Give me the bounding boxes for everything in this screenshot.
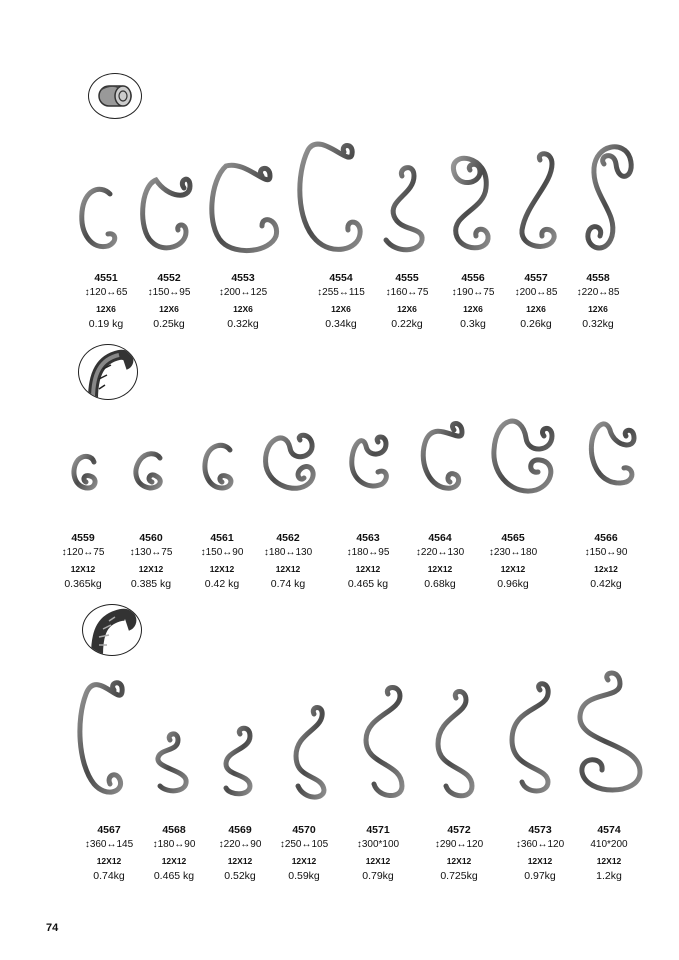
product-weight: 0.465 kg bbox=[153, 870, 195, 882]
product-section: 12X12 bbox=[446, 855, 472, 866]
scroll-4571 bbox=[366, 688, 402, 796]
scroll-4573 bbox=[512, 684, 548, 791]
product-dimensions: ↕130↔75 bbox=[129, 546, 173, 558]
product-section: 12X12 bbox=[527, 855, 553, 866]
product-weight: 0.52kg bbox=[224, 870, 256, 882]
product-dimensions: ↕150↔90 bbox=[200, 546, 244, 558]
product-weight: 0.74kg bbox=[93, 870, 125, 882]
product-weight: 0.79kg bbox=[362, 870, 394, 882]
product-dimensions: 410*200 bbox=[590, 838, 628, 850]
product-4572 bbox=[419, 825, 499, 882]
product-dimensions: ↕160↔75 bbox=[385, 286, 429, 298]
product-section: 12X6 bbox=[331, 303, 351, 314]
product-weight: 0.385 kg bbox=[130, 578, 172, 590]
product-section: 12X12 bbox=[227, 855, 253, 866]
product-weight: 0.365kg bbox=[64, 578, 102, 590]
product-dimensions: ↕180↔90 bbox=[152, 838, 196, 850]
product-code: 4559 bbox=[71, 532, 95, 544]
product-dimensions: ↕360↔120 bbox=[515, 838, 565, 850]
scroll-4569 bbox=[226, 728, 250, 794]
product-code: 4560 bbox=[139, 532, 163, 544]
product-code: 4552 bbox=[157, 272, 181, 284]
product-dimensions: ↕150↔95 bbox=[147, 286, 191, 298]
product-code: 4561 bbox=[210, 532, 234, 544]
product-code: 4551 bbox=[94, 272, 118, 284]
product-weight: 0.725kg bbox=[440, 870, 478, 882]
product-dimensions: ↕180↔95 bbox=[346, 546, 390, 558]
product-weight: 0.3kg bbox=[460, 318, 486, 330]
product-dimensions: ↕220↔90 bbox=[218, 838, 262, 850]
product-code: 4554 bbox=[329, 272, 353, 284]
product-code: 4564 bbox=[428, 532, 452, 544]
product-dimensions: ↕120↔65 bbox=[84, 286, 128, 298]
scroll-4570 bbox=[296, 708, 324, 798]
product-section: 12x12 bbox=[594, 563, 618, 574]
product-section: 12X12 bbox=[355, 563, 381, 574]
product-section: 12X6 bbox=[397, 303, 417, 314]
product-code: 4566 bbox=[594, 532, 618, 544]
product-4574 bbox=[569, 825, 649, 882]
product-4573 bbox=[500, 825, 580, 882]
product-dimensions: ↕290↔120 bbox=[434, 838, 484, 850]
product-section: 12X6 bbox=[526, 303, 546, 314]
product-dimensions: ↕360↔145 bbox=[84, 838, 134, 850]
product-code: 4563 bbox=[356, 532, 380, 544]
product-code: 4562 bbox=[276, 532, 300, 544]
product-section: 12X12 bbox=[138, 563, 164, 574]
scroll-4568 bbox=[158, 734, 186, 791]
product-code: 4558 bbox=[586, 272, 610, 284]
product-dimensions: ↕120↔75 bbox=[61, 546, 105, 558]
product-dimensions: ↕200↔85 bbox=[514, 286, 558, 298]
product-section: 12X12 bbox=[365, 855, 391, 866]
product-code: 4569 bbox=[228, 824, 252, 836]
product-dimensions: ↕200↔125 bbox=[218, 286, 268, 298]
product-weight: 0.22kg bbox=[391, 318, 423, 330]
product-section: 12X12 bbox=[275, 563, 301, 574]
product-section: 12X12 bbox=[161, 855, 187, 866]
product-code: 4556 bbox=[461, 272, 485, 284]
product-code: 4574 bbox=[597, 824, 621, 836]
scroll-4572 bbox=[438, 692, 472, 796]
product-dimensions: ↕190↔75 bbox=[451, 286, 495, 298]
product-code: 4570 bbox=[292, 824, 316, 836]
product-section: 12X12 bbox=[209, 563, 235, 574]
product-weight: 0.34kg bbox=[325, 318, 357, 330]
product-code: 4568 bbox=[162, 824, 186, 836]
product-code: 4571 bbox=[366, 824, 390, 836]
product-dimensions: ↕230↔180 bbox=[488, 546, 538, 558]
product-section: 12X12 bbox=[596, 855, 622, 866]
product-section: 12X6 bbox=[233, 303, 253, 314]
product-code: 4557 bbox=[524, 272, 548, 284]
product-4571 bbox=[338, 825, 418, 882]
product-section: 12X12 bbox=[96, 855, 122, 866]
product-section: 12X6 bbox=[463, 303, 483, 314]
scroll-4567 bbox=[80, 683, 122, 792]
product-weight: 0.68kg bbox=[424, 578, 456, 590]
product-weight: 0.42 kg bbox=[204, 578, 240, 590]
product-code: 4565 bbox=[501, 532, 525, 544]
product-section: 12X6 bbox=[588, 303, 608, 314]
product-code: 4553 bbox=[231, 272, 255, 284]
product-weight: 0.32kg bbox=[227, 318, 259, 330]
product-section: 12X6 bbox=[159, 303, 179, 314]
product-weight: 0.32kg bbox=[582, 318, 614, 330]
product-code: 4573 bbox=[528, 824, 552, 836]
scroll-4574 bbox=[580, 673, 640, 790]
product-weight: 1.2kg bbox=[596, 870, 622, 882]
product-weight: 0.42kg bbox=[590, 578, 622, 590]
product-code: 4572 bbox=[447, 824, 471, 836]
product-section: 12X12 bbox=[291, 855, 317, 866]
page-number: 74 bbox=[46, 922, 59, 934]
product-section: 12X12 bbox=[427, 563, 453, 574]
product-dimensions: ↕220↔130 bbox=[415, 546, 465, 558]
product-dimensions: ↕180↔130 bbox=[263, 546, 313, 558]
product-weight: 0.465 kg bbox=[347, 578, 389, 590]
product-section: 12X6 bbox=[96, 303, 116, 314]
product-section: 12X12 bbox=[500, 563, 526, 574]
product-weight: 0.59kg bbox=[288, 870, 320, 882]
product-weight: 0.97kg bbox=[524, 870, 556, 882]
product-section: 12X12 bbox=[70, 563, 96, 574]
product-code: 4567 bbox=[97, 824, 121, 836]
product-weight: 0.19 kg bbox=[88, 318, 124, 330]
product-weight: 0.26kg bbox=[520, 318, 552, 330]
product-dimensions: ↕150↔90 bbox=[584, 546, 628, 558]
product-dimensions: ↕250↔105 bbox=[279, 838, 329, 850]
product-dimensions: ↕300*100 bbox=[356, 838, 400, 850]
product-dimensions: ↕255↔115 bbox=[317, 286, 365, 298]
product-4570 bbox=[264, 825, 344, 882]
product-code: 4555 bbox=[395, 272, 419, 284]
product-weight: 0.96kg bbox=[497, 578, 529, 590]
product-dimensions: ↕220↔85 bbox=[576, 286, 620, 298]
product-weight: 0.25kg bbox=[153, 318, 185, 330]
product-weight: 0.74 kg bbox=[270, 578, 306, 590]
